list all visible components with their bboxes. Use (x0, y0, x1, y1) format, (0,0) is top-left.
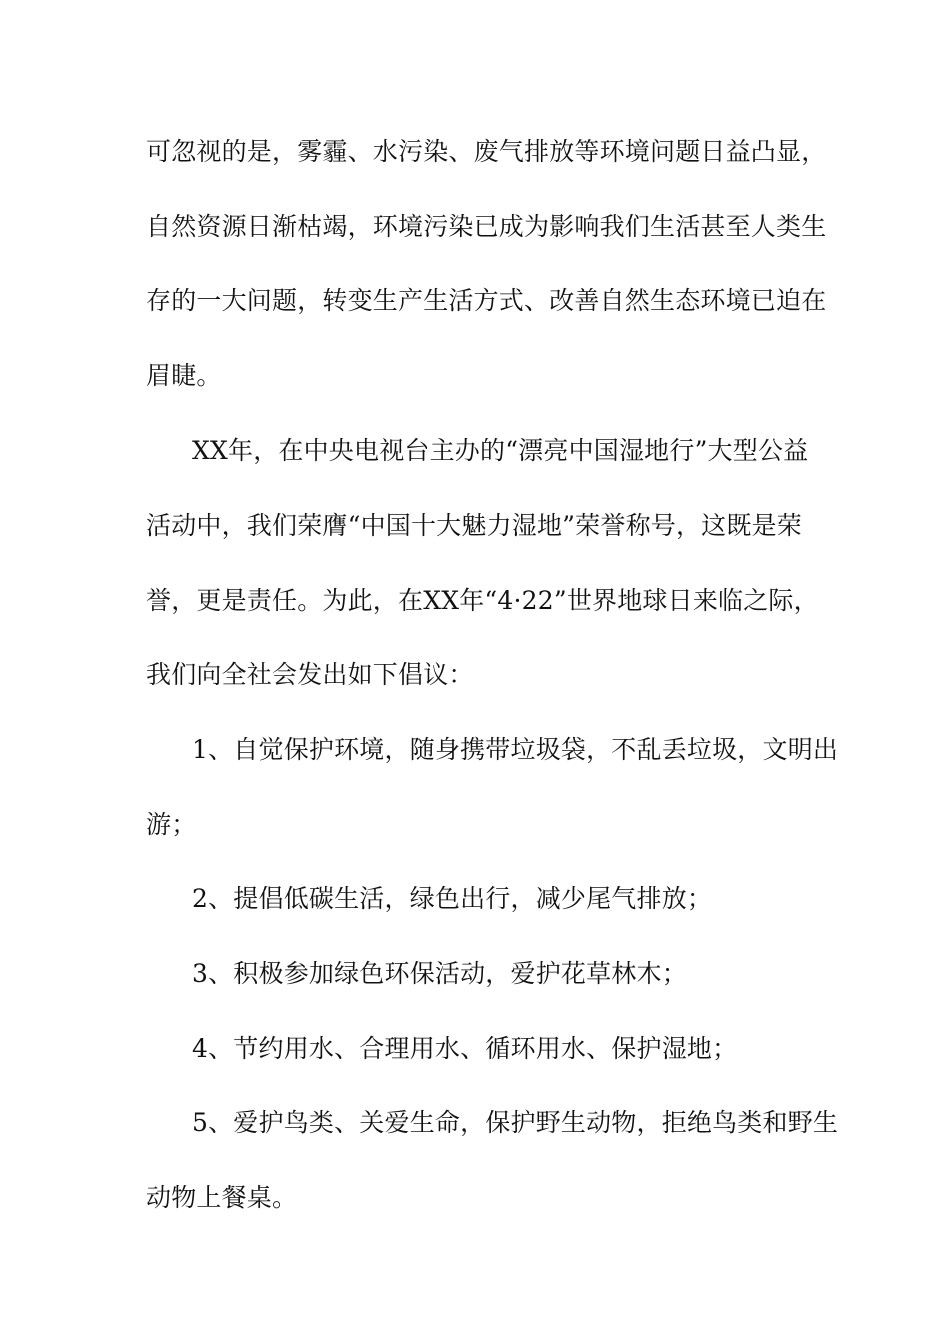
text-line: 可忽视的是，雾霾、水污染、废气排放等环境问题日益凸显， (146, 137, 827, 166)
list-item-5-continued: 动物上餐桌。 (146, 1183, 298, 1212)
list-item-3: 3、积极参加绿色环保活动，爱护花草林木； (192, 959, 687, 988)
text-line: 自然资源日渐枯竭，环境污染已成为影响我们生活甚至人类生 (146, 212, 827, 241)
list-item-4: 4、节约用水、合理用水、循环用水、保护湿地； (192, 1034, 738, 1063)
text-line: 眉睫。 (146, 361, 222, 390)
text-line: 誉，更是责任。为此，在XX年“4·22”世界地球日来临之际， (146, 586, 819, 615)
text-line: 存的一大问题，转变生产生活方式、改善自然生态环境已迫在 (146, 286, 827, 315)
list-item-1-continued: 游； (146, 810, 197, 839)
paragraph-first-line: XX年，在中央电视台主办的“漂亮中国湿地行”大型公益 (192, 436, 809, 465)
list-item-2: 2、提倡低碳生活，绿色出行，减少尾气排放； (192, 884, 713, 913)
list-item-5: 5、爱护鸟类、关爱生命，保护野生动物，拒绝鸟类和野生 (192, 1108, 839, 1137)
text-line: 活动中，我们荣膺“中国十大魅力湿地”荣誉称号，这既是荣 (146, 511, 802, 540)
text-line: 我们向全社会发出如下倡议： (146, 660, 474, 689)
list-item-1: 1、自觉保护环境，随身携带垃圾袋，不乱丢垃圾，文明出 (192, 735, 839, 764)
